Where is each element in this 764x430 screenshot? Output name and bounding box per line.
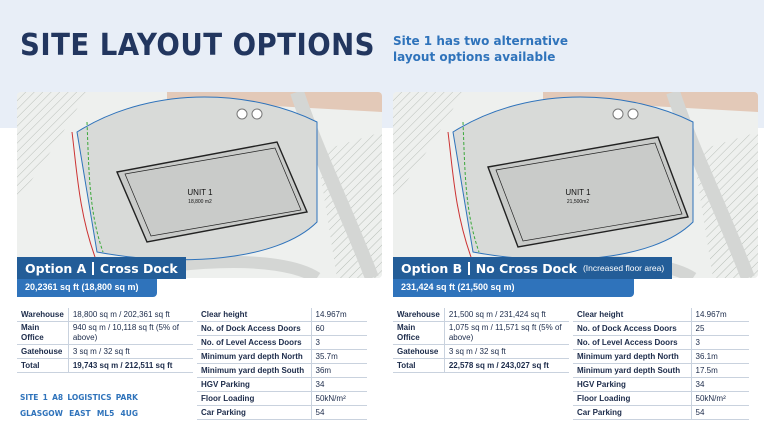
site-address <box>20 390 138 422</box>
table-value: 3 <box>311 336 367 350</box>
table-value: 14.967m <box>311 308 367 322</box>
table-key: Clear height <box>197 308 311 322</box>
address-word: LOGISTICS <box>67 393 112 402</box>
address-word: 1 <box>42 393 48 402</box>
table-value: 36.1m <box>691 350 749 364</box>
address-line-2 <box>20 406 138 422</box>
table-value: 3 <box>691 336 749 350</box>
table-value: 25 <box>691 322 749 336</box>
site-plan-option-a <box>17 92 382 278</box>
table-key: No. of Level Access Doors <box>573 336 691 350</box>
unit-area-b: 21,500m2 <box>566 199 590 205</box>
table-key: Main Office <box>17 322 68 345</box>
table-row <box>573 336 749 350</box>
table-value: 18,800 sq m / 202,361 sq ft <box>68 308 193 322</box>
table-row <box>197 364 367 378</box>
table-value: 3 sq m / 32 sq ft <box>444 345 569 359</box>
table-row <box>197 336 367 350</box>
table-row <box>573 308 749 322</box>
unit-label-b: UNIT 1 <box>565 188 591 197</box>
table-row <box>17 359 193 373</box>
page-subtitle: Site 1 has two alternative layout options available <box>393 34 568 64</box>
table-value: 54 <box>311 406 367 420</box>
option-b-separator <box>468 262 470 275</box>
table-row <box>197 406 367 420</box>
table-row <box>573 364 749 378</box>
option-b-areas-table <box>393 308 569 373</box>
table-value: 17.5m <box>691 364 749 378</box>
table-value: 34 <box>691 378 749 392</box>
table-value: 50kN/m² <box>691 392 749 406</box>
table-value: 3 sq m / 32 sq ft <box>68 345 193 359</box>
table-row <box>573 406 749 420</box>
option-a-areas-table <box>17 308 193 373</box>
table-key: Total <box>393 359 444 373</box>
unit-area-a: 18,800 m2 <box>188 199 212 205</box>
option-a-area: 20,2361 sq ft (18,800 sq m) <box>25 282 139 292</box>
table-row <box>393 308 569 322</box>
table-key: Floor Loading <box>197 392 311 406</box>
table-row <box>573 322 749 336</box>
table-row <box>393 359 569 373</box>
option-a-type: Cross Dock <box>99 260 178 276</box>
address-word: SITE <box>20 393 39 402</box>
option-a-separator <box>92 262 94 275</box>
table-row <box>197 392 367 406</box>
option-b-spec-table <box>573 308 749 420</box>
address-word: GLASGOW <box>20 409 63 418</box>
table-key: Minimum yard depth South <box>197 364 311 378</box>
page-title: SITE LAYOUT OPTIONS <box>20 28 376 63</box>
table-value: 36m <box>311 364 367 378</box>
table-row <box>17 345 193 359</box>
table-key: HGV Parking <box>197 378 311 392</box>
table-row <box>573 392 749 406</box>
table-row <box>17 308 193 322</box>
table-row <box>17 322 193 345</box>
table-row <box>197 378 367 392</box>
table-value: 60 <box>311 322 367 336</box>
table-value: 940 sq m / 10,118 sq ft (5% of above) <box>68 322 193 345</box>
table-value: 22,578 sq m / 243,027 sq ft <box>444 359 569 373</box>
table-value: 14.967m <box>691 308 749 322</box>
table-key: Gatehouse <box>17 345 68 359</box>
table-value: 50kN/m² <box>311 392 367 406</box>
table-row <box>197 350 367 364</box>
option-b-title: Option B <box>401 260 463 276</box>
table-key: Clear height <box>573 308 691 322</box>
table-key: Minimum yard depth South <box>573 364 691 378</box>
option-b-area: 231,424 sq ft (21,500 sq m) <box>401 282 515 292</box>
option-b-type: No Cross Dock <box>475 260 577 276</box>
table-row <box>393 345 569 359</box>
option-b-title-bar <box>393 257 672 279</box>
option-b-note: (Increased floor area) <box>582 263 665 273</box>
table-key: Main Office <box>393 322 444 345</box>
table-key: Car Parking <box>197 406 311 420</box>
address-word: EAST <box>69 409 91 418</box>
table-value: 21,500 sq m / 231,424 sq ft <box>444 308 569 322</box>
address-word: 4UG <box>120 409 138 418</box>
table-value: 1,075 sq m / 11,571 sq ft (5% of above) <box>444 322 569 345</box>
table-key: Warehouse <box>17 308 68 322</box>
table-row <box>197 308 367 322</box>
option-a-title-bar <box>17 257 186 279</box>
table-value: 35.7m <box>311 350 367 364</box>
table-key: Floor Loading <box>573 392 691 406</box>
option-b-label <box>393 257 665 297</box>
table-row <box>393 322 569 345</box>
table-row <box>573 350 749 364</box>
table-key: HGV Parking <box>573 378 691 392</box>
unit-label-a: UNIT 1 <box>187 188 213 197</box>
table-key: No. of Dock Access Doors <box>573 322 691 336</box>
site-plan-option-b <box>393 92 758 278</box>
table-value: 34 <box>311 378 367 392</box>
table-key: Warehouse <box>393 308 444 322</box>
table-key: Car Parking <box>573 406 691 420</box>
table-key: No. of Level Access Doors <box>197 336 311 350</box>
table-value: 54 <box>691 406 749 420</box>
address-word: ML5 <box>96 409 115 418</box>
table-row <box>573 378 749 392</box>
table-key: Total <box>17 359 68 373</box>
table-key: Minimum yard depth North <box>197 350 311 364</box>
table-key: No. of Dock Access Doors <box>197 322 311 336</box>
table-value: 19,743 sq m / 212,511 sq ft <box>68 359 193 373</box>
table-key: Gatehouse <box>393 345 444 359</box>
table-key: Minimum yard depth North <box>573 350 691 364</box>
option-a-spec-table <box>197 308 367 420</box>
option-a-title: Option A <box>25 260 87 276</box>
option-a-label <box>17 257 178 297</box>
address-word: A8 <box>52 393 64 402</box>
table-row <box>197 322 367 336</box>
address-line-1 <box>20 390 138 406</box>
address-word: PARK <box>115 393 138 402</box>
